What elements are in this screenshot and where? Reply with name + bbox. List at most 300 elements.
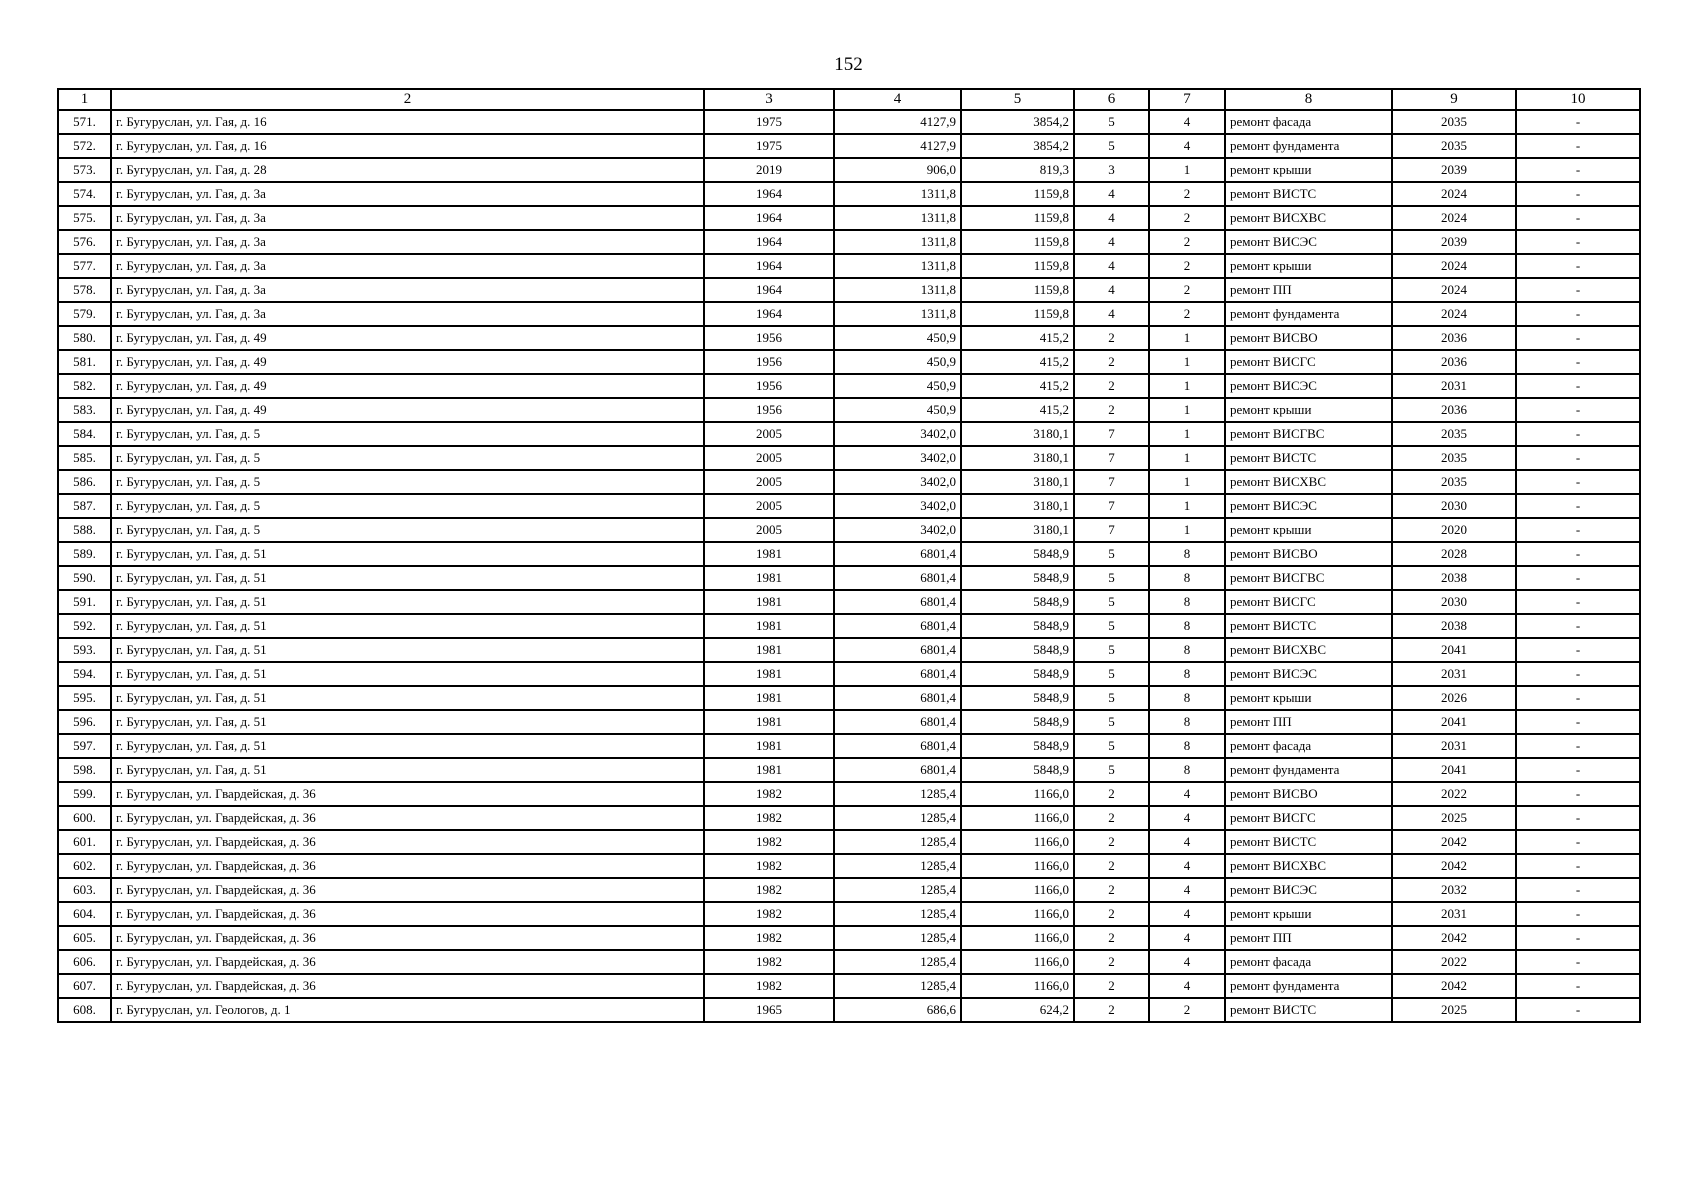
cell-row-number: 598. [58, 758, 111, 782]
cell-total-area: 6801,4 [834, 662, 961, 686]
table-row [58, 350, 1640, 374]
cell-floors: 5 [1074, 590, 1149, 614]
cell-year-built: 1964 [704, 302, 834, 326]
cell-row-number: 596. [58, 710, 111, 734]
table-row [58, 374, 1640, 398]
cell-note: - [1516, 830, 1640, 854]
table-row [58, 158, 1640, 182]
cell-work-type: ремонт ВИСЭС [1225, 494, 1392, 518]
cell-note: - [1516, 470, 1640, 494]
cell-entrances: 4 [1149, 878, 1225, 902]
cell-floors: 2 [1074, 854, 1149, 878]
cell-work-type: ремонт ПП [1225, 278, 1392, 302]
cell-total-area: 906,0 [834, 158, 961, 182]
table-body [58, 110, 1640, 1022]
cell-note: - [1516, 926, 1640, 950]
cell-note: - [1516, 758, 1640, 782]
cell-year-built: 1982 [704, 782, 834, 806]
cell-floors: 5 [1074, 734, 1149, 758]
cell-note: - [1516, 422, 1640, 446]
cell-planned-year: 2042 [1392, 854, 1516, 878]
cell-living-area: 3180,1 [961, 494, 1074, 518]
cell-row-number: 595. [58, 686, 111, 710]
cell-total-area: 6801,4 [834, 614, 961, 638]
cell-living-area: 5848,9 [961, 614, 1074, 638]
cell-row-number: 605. [58, 926, 111, 950]
table-row [58, 278, 1640, 302]
cell-work-type: ремонт ПП [1225, 926, 1392, 950]
cell-row-number: 582. [58, 374, 111, 398]
cell-entrances: 4 [1149, 950, 1225, 974]
table-row [58, 518, 1640, 542]
cell-planned-year: 2024 [1392, 206, 1516, 230]
cell-year-built: 2005 [704, 470, 834, 494]
cell-planned-year: 2041 [1392, 758, 1516, 782]
cell-row-number: 588. [58, 518, 111, 542]
cell-entrances: 8 [1149, 542, 1225, 566]
cell-entrances: 8 [1149, 758, 1225, 782]
cell-living-area: 5848,9 [961, 542, 1074, 566]
table-row [58, 398, 1640, 422]
cell-entrances: 1 [1149, 158, 1225, 182]
cell-work-type: ремонт ПП [1225, 710, 1392, 734]
cell-entrances: 2 [1149, 182, 1225, 206]
cell-note: - [1516, 734, 1640, 758]
cell-planned-year: 2035 [1392, 470, 1516, 494]
cell-work-type: ремонт ВИСХВС [1225, 206, 1392, 230]
cell-living-area: 1159,8 [961, 182, 1074, 206]
cell-living-area: 5848,9 [961, 662, 1074, 686]
cell-work-type: ремонт ВИСХВС [1225, 854, 1392, 878]
cell-floors: 5 [1074, 758, 1149, 782]
column-header-6: 6 [1074, 89, 1149, 110]
cell-year-built: 2005 [704, 422, 834, 446]
cell-total-area: 686,6 [834, 998, 961, 1022]
cell-entrances: 8 [1149, 638, 1225, 662]
cell-floors: 2 [1074, 782, 1149, 806]
cell-row-number: 573. [58, 158, 111, 182]
cell-note: - [1516, 278, 1640, 302]
cell-planned-year: 2042 [1392, 830, 1516, 854]
cell-entrances: 8 [1149, 566, 1225, 590]
cell-planned-year: 2030 [1392, 590, 1516, 614]
cell-address: г. Бугуруслан, ул. Гая, д. 5 [111, 494, 704, 518]
cell-year-built: 1956 [704, 350, 834, 374]
cell-total-area: 6801,4 [834, 566, 961, 590]
table-row [58, 206, 1640, 230]
cell-total-area: 6801,4 [834, 542, 961, 566]
cell-floors: 5 [1074, 710, 1149, 734]
cell-living-area: 1159,8 [961, 278, 1074, 302]
cell-address: г. Бугуруслан, ул. Гвардейская, д. 36 [111, 974, 704, 998]
cell-planned-year: 2041 [1392, 638, 1516, 662]
cell-year-built: 1975 [704, 110, 834, 134]
cell-work-type: ремонт ВИСЭС [1225, 230, 1392, 254]
cell-row-number: 601. [58, 830, 111, 854]
cell-entrances: 1 [1149, 494, 1225, 518]
cell-address: г. Бугуруслан, ул. Гая, д. 51 [111, 734, 704, 758]
cell-address: г. Бугуруслан, ул. Гая, д. 5 [111, 518, 704, 542]
cell-year-built: 1964 [704, 278, 834, 302]
cell-planned-year: 2026 [1392, 686, 1516, 710]
cell-living-area: 1166,0 [961, 806, 1074, 830]
cell-entrances: 8 [1149, 662, 1225, 686]
cell-total-area: 1285,4 [834, 878, 961, 902]
cell-floors: 3 [1074, 158, 1149, 182]
cell-address: г. Бугуруслан, ул. Гая, д. 3а [111, 254, 704, 278]
cell-work-type: ремонт фундамента [1225, 134, 1392, 158]
cell-year-built: 1981 [704, 710, 834, 734]
cell-year-built: 2005 [704, 518, 834, 542]
table-row [58, 110, 1640, 134]
cell-note: - [1516, 182, 1640, 206]
cell-note: - [1516, 134, 1640, 158]
cell-living-area: 1166,0 [961, 878, 1074, 902]
table-row [58, 830, 1640, 854]
cell-living-area: 3180,1 [961, 470, 1074, 494]
cell-floors: 5 [1074, 662, 1149, 686]
cell-row-number: 590. [58, 566, 111, 590]
cell-entrances: 2 [1149, 230, 1225, 254]
cell-living-area: 415,2 [961, 374, 1074, 398]
cell-note: - [1516, 854, 1640, 878]
cell-row-number: 589. [58, 542, 111, 566]
cell-entrances: 4 [1149, 134, 1225, 158]
cell-year-built: 1981 [704, 566, 834, 590]
cell-row-number: 607. [58, 974, 111, 998]
cell-living-area: 3180,1 [961, 446, 1074, 470]
cell-total-area: 450,9 [834, 350, 961, 374]
repair-schedule-table [57, 88, 1641, 1023]
cell-living-area: 1166,0 [961, 830, 1074, 854]
cell-entrances: 1 [1149, 350, 1225, 374]
cell-address: г. Бугуруслан, ул. Геологов, д. 1 [111, 998, 704, 1022]
table-row [58, 566, 1640, 590]
cell-planned-year: 2025 [1392, 998, 1516, 1022]
column-header-10: 10 [1516, 89, 1640, 110]
cell-note: - [1516, 614, 1640, 638]
cell-row-number: 581. [58, 350, 111, 374]
cell-planned-year: 2031 [1392, 902, 1516, 926]
cell-floors: 5 [1074, 638, 1149, 662]
cell-row-number: 576. [58, 230, 111, 254]
cell-floors: 2 [1074, 902, 1149, 926]
table-row [58, 902, 1640, 926]
cell-total-area: 3402,0 [834, 446, 961, 470]
cell-work-type: ремонт ВИСГВС [1225, 422, 1392, 446]
cell-entrances: 8 [1149, 590, 1225, 614]
cell-living-area: 1159,8 [961, 230, 1074, 254]
cell-row-number: 585. [58, 446, 111, 470]
cell-note: - [1516, 518, 1640, 542]
cell-floors: 7 [1074, 422, 1149, 446]
table-row [58, 182, 1640, 206]
cell-address: г. Бугуруслан, ул. Гая, д. 3а [111, 206, 704, 230]
cell-note: - [1516, 950, 1640, 974]
table-row [58, 782, 1640, 806]
cell-year-built: 1982 [704, 878, 834, 902]
cell-planned-year: 2024 [1392, 182, 1516, 206]
cell-address: г. Бугуруслан, ул. Гая, д. 49 [111, 350, 704, 374]
cell-floors: 2 [1074, 326, 1149, 350]
cell-work-type: ремонт ВИСТС [1225, 998, 1392, 1022]
cell-entrances: 4 [1149, 806, 1225, 830]
column-header-2: 2 [111, 89, 704, 110]
cell-planned-year: 2030 [1392, 494, 1516, 518]
column-header-3: 3 [704, 89, 834, 110]
cell-note: - [1516, 302, 1640, 326]
cell-row-number: 586. [58, 470, 111, 494]
cell-note: - [1516, 806, 1640, 830]
cell-note: - [1516, 494, 1640, 518]
cell-work-type: ремонт крыши [1225, 902, 1392, 926]
table-row [58, 926, 1640, 950]
cell-address: г. Бугуруслан, ул. Гвардейская, д. 36 [111, 782, 704, 806]
cell-planned-year: 2035 [1392, 422, 1516, 446]
cell-year-built: 1982 [704, 830, 834, 854]
cell-row-number: 593. [58, 638, 111, 662]
cell-entrances: 8 [1149, 734, 1225, 758]
cell-work-type: ремонт ВИСЭС [1225, 878, 1392, 902]
table-row [58, 734, 1640, 758]
cell-work-type: ремонт фасада [1225, 734, 1392, 758]
cell-floors: 4 [1074, 278, 1149, 302]
cell-total-area: 6801,4 [834, 686, 961, 710]
cell-year-built: 1956 [704, 374, 834, 398]
cell-planned-year: 2024 [1392, 278, 1516, 302]
cell-note: - [1516, 878, 1640, 902]
cell-address: г. Бугуруслан, ул. Гвардейская, д. 36 [111, 806, 704, 830]
cell-floors: 4 [1074, 182, 1149, 206]
cell-work-type: ремонт ВИСГВС [1225, 566, 1392, 590]
cell-address: г. Бугуруслан, ул. Гая, д. 3а [111, 182, 704, 206]
table-row [58, 758, 1640, 782]
cell-floors: 5 [1074, 542, 1149, 566]
cell-year-built: 1964 [704, 254, 834, 278]
cell-address: г. Бугуруслан, ул. Гвардейская, д. 36 [111, 878, 704, 902]
cell-note: - [1516, 326, 1640, 350]
cell-entrances: 4 [1149, 902, 1225, 926]
cell-total-area: 3402,0 [834, 470, 961, 494]
column-number-header-row [58, 89, 1640, 110]
cell-row-number: 584. [58, 422, 111, 446]
cell-entrances: 2 [1149, 302, 1225, 326]
cell-address: г. Бугуруслан, ул. Гая, д. 3а [111, 278, 704, 302]
cell-floors: 7 [1074, 446, 1149, 470]
cell-total-area: 6801,4 [834, 710, 961, 734]
table-row [58, 134, 1640, 158]
cell-floors: 2 [1074, 974, 1149, 998]
cell-address: г. Бугуруслан, ул. Гая, д. 28 [111, 158, 704, 182]
cell-living-area: 5848,9 [961, 638, 1074, 662]
cell-note: - [1516, 254, 1640, 278]
cell-work-type: ремонт ВИСТС [1225, 446, 1392, 470]
cell-note: - [1516, 638, 1640, 662]
cell-work-type: ремонт фундамента [1225, 974, 1392, 998]
cell-note: - [1516, 398, 1640, 422]
cell-total-area: 1285,4 [834, 782, 961, 806]
cell-entrances: 4 [1149, 974, 1225, 998]
cell-work-type: ремонт ВИСХВС [1225, 638, 1392, 662]
cell-floors: 7 [1074, 494, 1149, 518]
cell-work-type: ремонт фундамента [1225, 302, 1392, 326]
cell-planned-year: 2035 [1392, 446, 1516, 470]
column-header-5: 5 [961, 89, 1074, 110]
cell-floors: 4 [1074, 254, 1149, 278]
cell-entrances: 2 [1149, 278, 1225, 302]
cell-entrances: 1 [1149, 374, 1225, 398]
table-row [58, 950, 1640, 974]
cell-note: - [1516, 230, 1640, 254]
cell-entrances: 1 [1149, 470, 1225, 494]
cell-floors: 5 [1074, 614, 1149, 638]
cell-note: - [1516, 110, 1640, 134]
cell-note: - [1516, 566, 1640, 590]
cell-address: г. Бугуруслан, ул. Гая, д. 5 [111, 422, 704, 446]
cell-planned-year: 2042 [1392, 974, 1516, 998]
cell-row-number: 579. [58, 302, 111, 326]
cell-row-number: 571. [58, 110, 111, 134]
cell-floors: 4 [1074, 206, 1149, 230]
cell-year-built: 1982 [704, 974, 834, 998]
cell-floors: 5 [1074, 566, 1149, 590]
cell-total-area: 3402,0 [834, 422, 961, 446]
cell-floors: 4 [1074, 230, 1149, 254]
cell-year-built: 2005 [704, 494, 834, 518]
cell-planned-year: 2025 [1392, 806, 1516, 830]
cell-row-number: 597. [58, 734, 111, 758]
cell-floors: 5 [1074, 110, 1149, 134]
cell-living-area: 3180,1 [961, 518, 1074, 542]
cell-work-type: ремонт фасада [1225, 110, 1392, 134]
table-row [58, 806, 1640, 830]
cell-planned-year: 2022 [1392, 950, 1516, 974]
cell-address: г. Бугуруслан, ул. Гая, д. 3а [111, 302, 704, 326]
cell-living-area: 3854,2 [961, 110, 1074, 134]
table-row [58, 710, 1640, 734]
cell-address: г. Бугуруслан, ул. Гвардейская, д. 36 [111, 830, 704, 854]
cell-work-type: ремонт ВИСТС [1225, 830, 1392, 854]
table-row [58, 638, 1640, 662]
cell-floors: 5 [1074, 134, 1149, 158]
cell-total-area: 3402,0 [834, 494, 961, 518]
cell-year-built: 1982 [704, 854, 834, 878]
cell-floors: 2 [1074, 998, 1149, 1022]
table-row [58, 878, 1640, 902]
cell-entrances: 4 [1149, 830, 1225, 854]
cell-address: г. Бугуруслан, ул. Гвардейская, д. 36 [111, 926, 704, 950]
cell-living-area: 3854,2 [961, 134, 1074, 158]
cell-work-type: ремонт ВИСГС [1225, 806, 1392, 830]
cell-year-built: 1982 [704, 950, 834, 974]
cell-address: г. Бугуруслан, ул. Гая, д. 5 [111, 470, 704, 494]
cell-living-area: 624,2 [961, 998, 1074, 1022]
cell-work-type: ремонт ВИСТС [1225, 614, 1392, 638]
table-row [58, 662, 1640, 686]
cell-row-number: 591. [58, 590, 111, 614]
cell-address: г. Бугуруслан, ул. Гая, д. 16 [111, 110, 704, 134]
cell-living-area: 3180,1 [961, 422, 1074, 446]
table-row [58, 542, 1640, 566]
cell-planned-year: 2041 [1392, 710, 1516, 734]
column-header-1: 1 [58, 89, 111, 110]
cell-floors: 7 [1074, 518, 1149, 542]
cell-total-area: 1285,4 [834, 902, 961, 926]
cell-living-area: 1166,0 [961, 902, 1074, 926]
cell-entrances: 1 [1149, 518, 1225, 542]
cell-floors: 7 [1074, 470, 1149, 494]
table-row [58, 686, 1640, 710]
cell-note: - [1516, 998, 1640, 1022]
cell-year-built: 1982 [704, 902, 834, 926]
cell-row-number: 606. [58, 950, 111, 974]
cell-work-type: ремонт ВИСВО [1225, 782, 1392, 806]
cell-address: г. Бугуруслан, ул. Гвардейская, д. 36 [111, 950, 704, 974]
cell-year-built: 1982 [704, 926, 834, 950]
cell-year-built: 1981 [704, 686, 834, 710]
cell-year-built: 1956 [704, 398, 834, 422]
cell-note: - [1516, 542, 1640, 566]
cell-year-built: 1964 [704, 206, 834, 230]
cell-living-area: 5848,9 [961, 734, 1074, 758]
cell-total-area: 450,9 [834, 374, 961, 398]
cell-work-type: ремонт крыши [1225, 686, 1392, 710]
cell-note: - [1516, 974, 1640, 998]
cell-row-number: 594. [58, 662, 111, 686]
cell-total-area: 6801,4 [834, 638, 961, 662]
cell-entrances: 1 [1149, 446, 1225, 470]
cell-note: - [1516, 782, 1640, 806]
cell-row-number: 599. [58, 782, 111, 806]
table-row [58, 326, 1640, 350]
table-row [58, 854, 1640, 878]
cell-living-area: 5848,9 [961, 686, 1074, 710]
table-row [58, 974, 1640, 998]
cell-row-number: 580. [58, 326, 111, 350]
cell-year-built: 1981 [704, 638, 834, 662]
cell-address: г. Бугуруслан, ул. Гая, д. 5 [111, 446, 704, 470]
cell-note: - [1516, 374, 1640, 398]
cell-row-number: 574. [58, 182, 111, 206]
cell-year-built: 1981 [704, 590, 834, 614]
cell-year-built: 1965 [704, 998, 834, 1022]
cell-note: - [1516, 902, 1640, 926]
cell-planned-year: 2035 [1392, 110, 1516, 134]
cell-work-type: ремонт ВИСЭС [1225, 374, 1392, 398]
table-row [58, 254, 1640, 278]
cell-row-number: 583. [58, 398, 111, 422]
cell-entrances: 4 [1149, 110, 1225, 134]
cell-entrances: 2 [1149, 206, 1225, 230]
cell-planned-year: 2031 [1392, 662, 1516, 686]
cell-work-type: ремонт крыши [1225, 254, 1392, 278]
cell-year-built: 1975 [704, 134, 834, 158]
cell-entrances: 8 [1149, 686, 1225, 710]
cell-note: - [1516, 350, 1640, 374]
cell-work-type: ремонт фундамента [1225, 758, 1392, 782]
cell-address: г. Бугуруслан, ул. Гая, д. 51 [111, 614, 704, 638]
cell-planned-year: 2036 [1392, 350, 1516, 374]
cell-total-area: 1311,8 [834, 206, 961, 230]
cell-living-area: 1159,8 [961, 254, 1074, 278]
cell-total-area: 1285,4 [834, 854, 961, 878]
cell-year-built: 1981 [704, 614, 834, 638]
cell-total-area: 1285,4 [834, 830, 961, 854]
table-row [58, 422, 1640, 446]
cell-planned-year: 2038 [1392, 566, 1516, 590]
cell-entrances: 4 [1149, 854, 1225, 878]
cell-total-area: 1285,4 [834, 806, 961, 830]
